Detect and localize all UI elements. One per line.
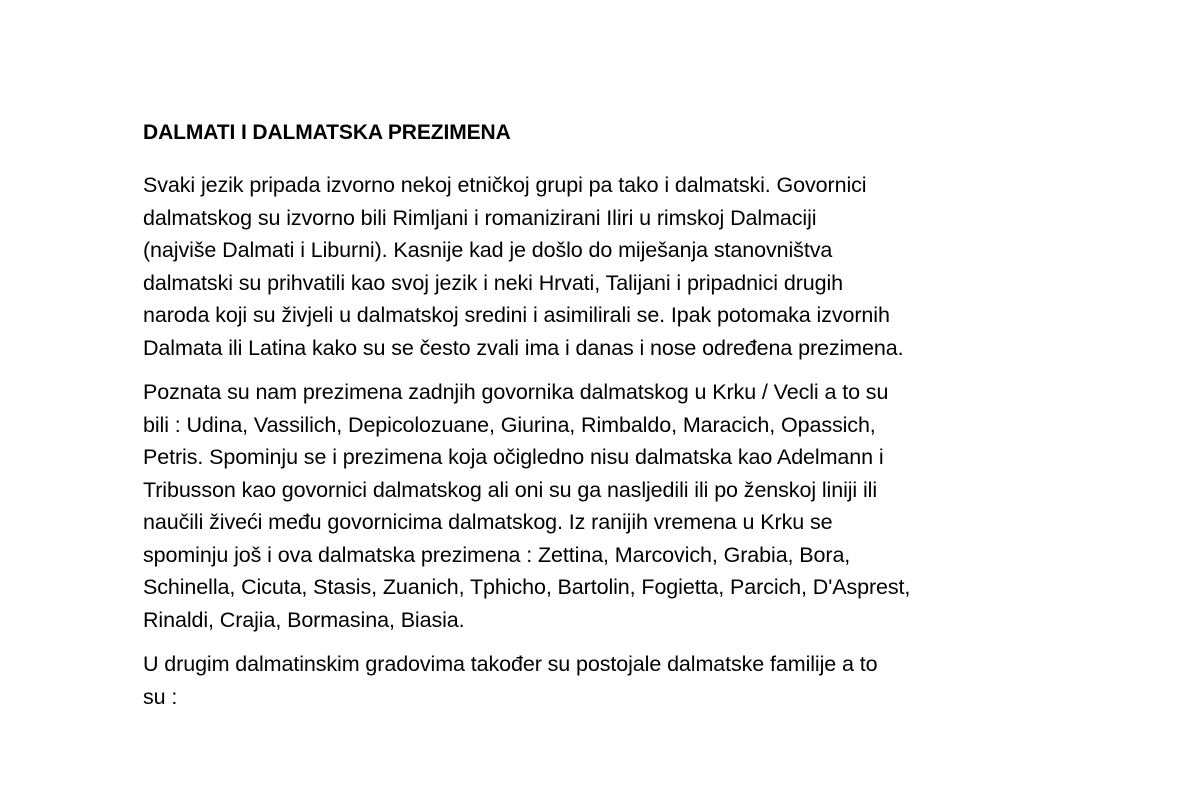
text-line: Svaki jezik pripada izvorno nekoj etničkoj grupi pa tako i dalmatski. Govornici <box>143 173 867 197</box>
text-line: U drugim dalmatinskim gradovima također su postojale dalmatske familije a to <box>143 652 878 676</box>
text-line: su : <box>143 684 178 709</box>
text-line: dalmatskog su izvorno bili Rimljani i romanizirani Iliri u rimskoj Dalmaciji <box>143 205 817 230</box>
text-line: Poznata su nam prezimena zadnjih govornika dalmatskog u Krku / Vecli a to su <box>143 380 889 404</box>
text-line: Petris. Spominju se i prezimena koja očigledno nisu dalmatska kao Adelmann i <box>143 445 884 469</box>
text-line: (najviše Dalmati i Liburni). Kasnije kad je došlo do miješanja stanovništva <box>143 238 833 262</box>
paragraph-other-cities <box>143 648 1063 713</box>
document-title: DALMATI I DALMATSKA PREZIMENA <box>143 121 511 144</box>
text-line: naroda koji su živjeli u dalmatskoj sredini i asimilirali se. Ipak potomaka izvornih <box>143 303 890 327</box>
text-line: Tribusson kao govornici dalmatskog ali oni su ga nasljedili ili po ženskoj liniji ili <box>143 477 878 502</box>
paragraph-krk-surnames <box>143 376 1063 636</box>
text-line: dalmatski su prihvatili kao svoj jezik i neki Hrvati, Talijani i pripadnici drugih <box>143 270 844 295</box>
text-line: Dalmata ili Latina kako su se često zvali ima i danas i nose određena prezimena. <box>143 335 904 360</box>
text-line: spominju još i ova dalmatska prezimena : Zettina, Marcovich, Grabia, Bora, <box>143 542 851 567</box>
text-line: Schinella, Cicuta, Stasis, Zuanich, Tphicho, Bartolin, Fogietta, Parcich, D'Asprest, <box>143 575 911 599</box>
text-line: bili : Udina, Vassilich, Depicolozuane, Giurina, Rimbaldo, Maracich, Opassich, <box>143 412 876 437</box>
document-body <box>143 115 1063 713</box>
text-line: naučili živeći među govornicima dalmatskog. Iz ranijih vremena u Krku se <box>143 510 833 534</box>
text-line: Rinaldi, Crajia, Bormasina, Biasia. <box>143 607 465 632</box>
paragraph-intro <box>143 169 1063 364</box>
